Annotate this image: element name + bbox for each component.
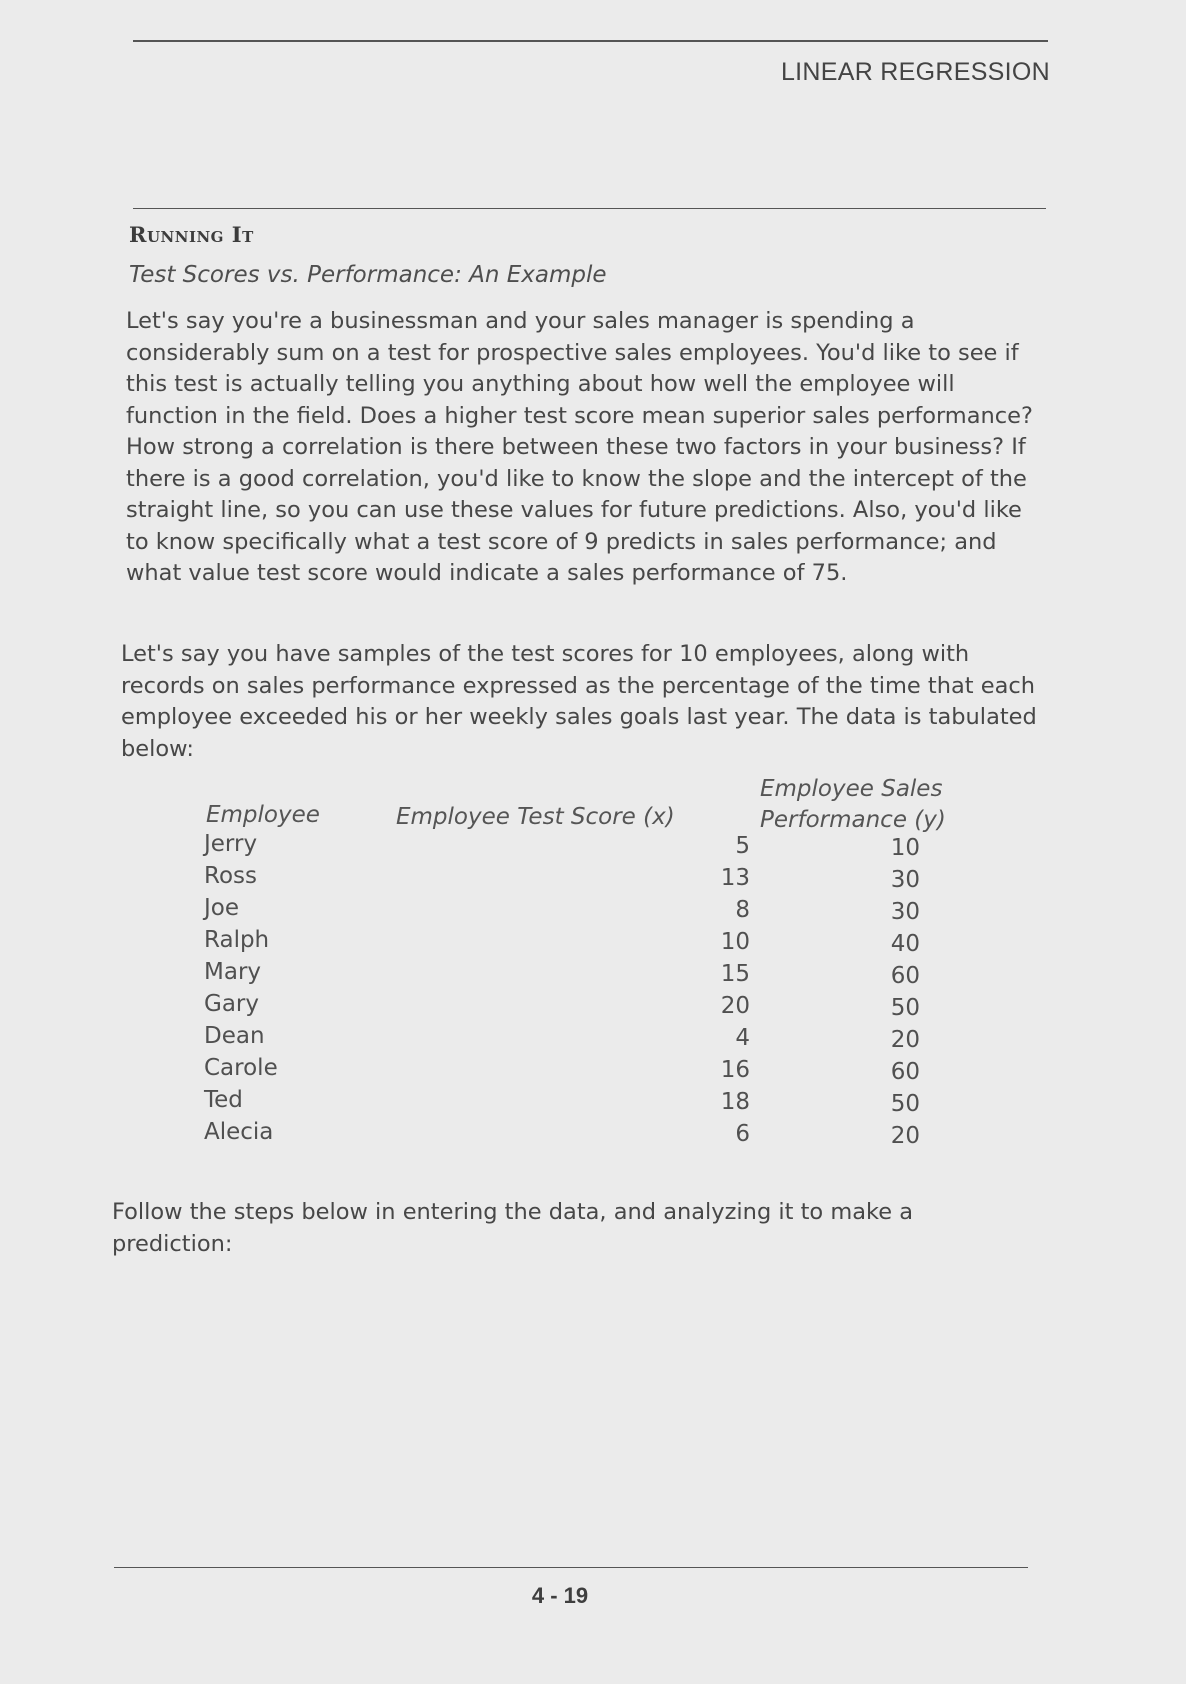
cell-test-score: 16 <box>720 1057 750 1083</box>
steps-intro-paragraph: Follow the steps below in entering the data, and analyzing it to make a prediction: <box>112 1199 914 1257</box>
cell-employee-name: Ted <box>204 1087 243 1113</box>
data-description-paragraph: Let's say you have samples of the test scores for 10 employees, along with records on sales performance expressed as the percentage of the time that each employee exceeded his or her weekly sales goals last year. The data is tabulated below: <box>121 641 1037 762</box>
cell-performance: 10 <box>890 835 920 861</box>
cell-test-score: 15 <box>720 961 750 987</box>
footer-rule <box>114 1567 1028 1568</box>
example-title: Test Scores vs. Performance: An Example <box>129 262 607 288</box>
header-rule <box>133 40 1048 42</box>
cell-test-score: 5 <box>735 833 750 859</box>
cell-employee-name: Dean <box>204 1023 265 1049</box>
cell-employee-name: Joe <box>204 895 240 921</box>
cell-test-score: 18 <box>720 1089 750 1115</box>
cell-employee-name: Gary <box>204 991 259 1017</box>
column-header-test-score: Employee Test Score (x) <box>396 804 675 830</box>
cell-test-score: 6 <box>735 1121 750 1147</box>
running-header: LINEAR REGRESSION <box>780 58 1050 86</box>
cell-employee-name: Mary <box>204 959 262 985</box>
section-rule <box>133 208 1046 209</box>
column-header-performance-line1: Employee Sales <box>760 776 943 802</box>
cell-employee-name: Ralph <box>204 927 270 953</box>
cell-employee-name: Jerry <box>204 831 258 857</box>
cell-test-score: 13 <box>720 865 750 891</box>
cell-performance: 20 <box>890 1123 920 1149</box>
cell-employee-name: Alecia <box>204 1119 274 1145</box>
cell-test-score: 4 <box>735 1025 750 1051</box>
section-heading: Running It <box>129 222 254 247</box>
cell-performance: 50 <box>890 1091 920 1117</box>
cell-performance: 60 <box>890 1059 920 1085</box>
data-table <box>200 774 970 1154</box>
cell-performance: 40 <box>890 931 920 957</box>
cell-performance: 60 <box>890 963 920 989</box>
cell-performance: 20 <box>890 1027 920 1053</box>
cell-performance: 30 <box>890 867 920 893</box>
cell-test-score: 8 <box>735 897 750 923</box>
cell-employee-name: Carole <box>204 1055 278 1081</box>
intro-paragraph: Let's say you're a businessman and your sales manager is spending a considerably sum on a test for prospective sales employees. You'd like to see if this test is actually telling you anything about how well the employee will function in the field. Does a higher test score mean superior sales performance? How strong a correlation is there between these two factors in your business? If there is a good correlation, you'd like to know the slope and the intercept of the straight line, so you can use these values for future predictions. Also, you'd like to know specifically what a test score of 9 predicts in sales performance; and what value test score would indicate a sales performance of 75. <box>126 308 1033 586</box>
column-header-performance <box>760 774 946 836</box>
cell-employee-name: Ross <box>204 863 257 889</box>
column-header-employee: Employee <box>206 802 320 828</box>
page-number: 4 - 19 <box>531 1583 589 1608</box>
cell-test-score: 20 <box>720 993 750 1019</box>
column-header-performance-line2: Performance (y) <box>760 807 946 833</box>
cell-performance: 30 <box>890 899 920 925</box>
cell-test-score: 10 <box>720 929 750 955</box>
cell-performance: 50 <box>890 995 920 1021</box>
